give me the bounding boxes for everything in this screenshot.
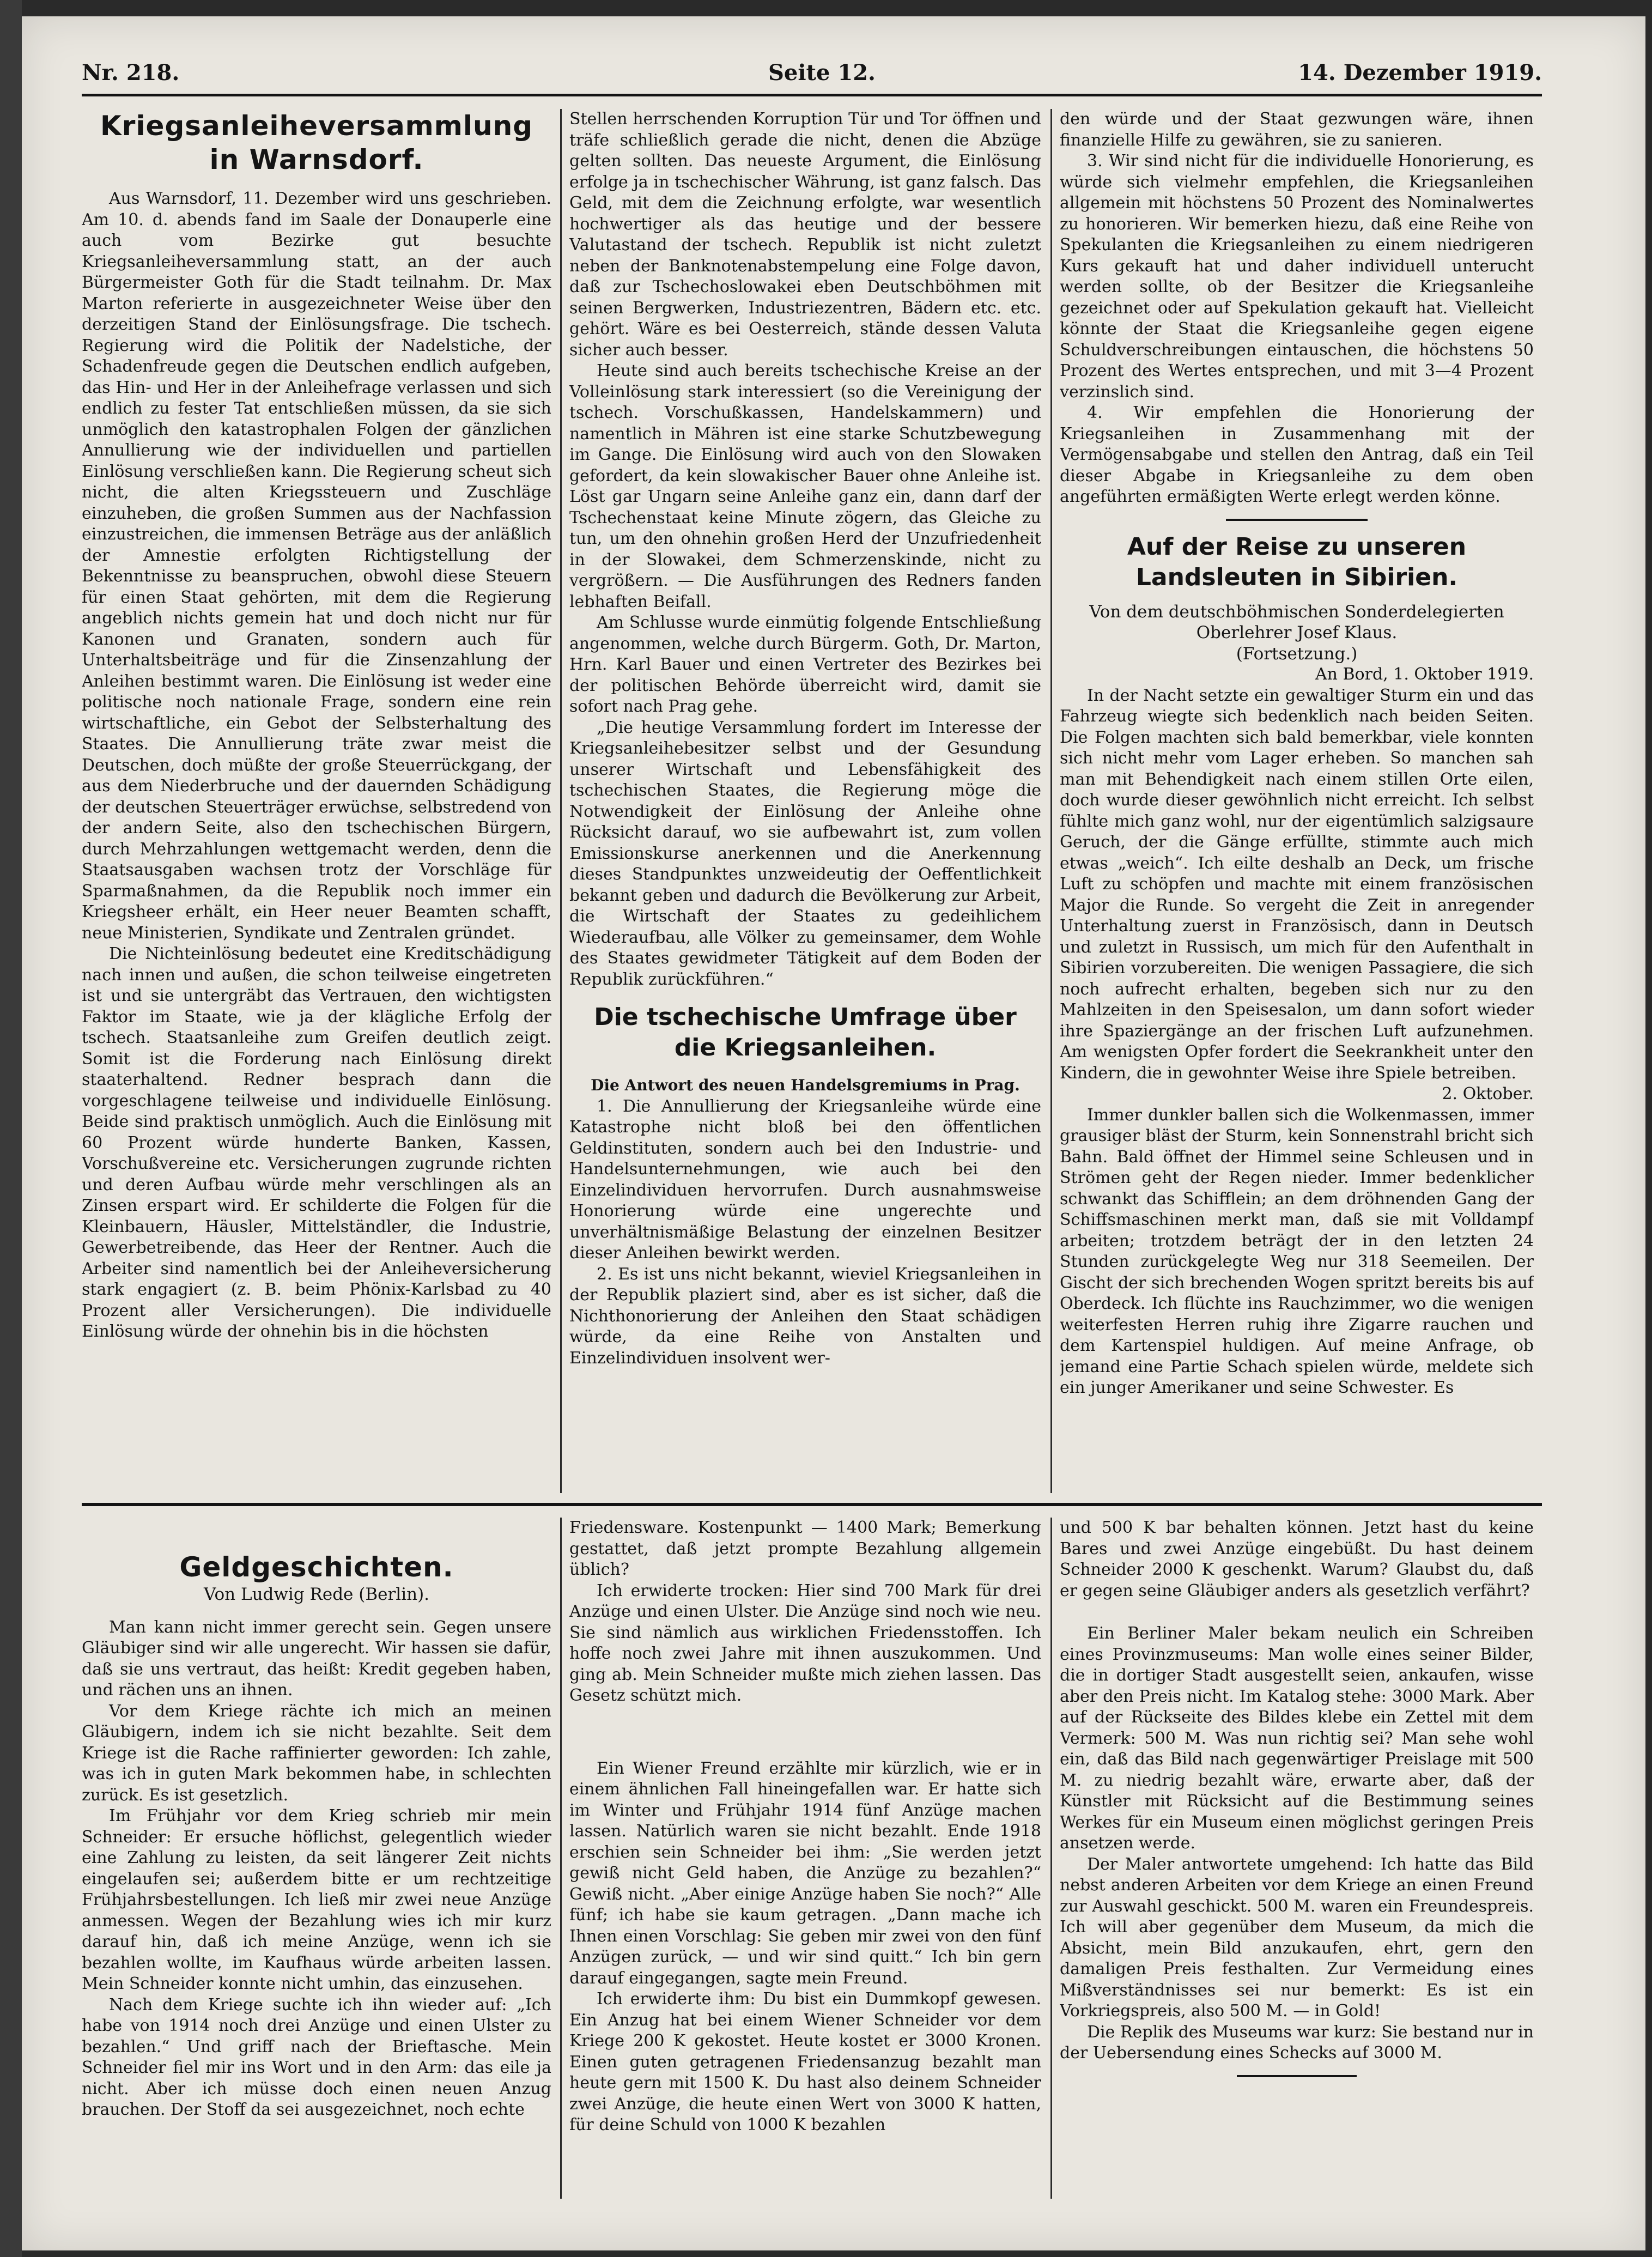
section-rule [1237, 2075, 1357, 2077]
column-rule [1050, 1518, 1052, 2199]
spacer [1060, 1601, 1534, 1623]
column-rule [1050, 109, 1052, 1493]
article-title-umfrage: Die tschechische Umfrage über die Kriegsanleihen. [594, 1003, 1017, 1061]
spacer [569, 1707, 1041, 1758]
issue-number: Nr. 218. [82, 60, 180, 86]
paragraph: Ich erwiderte trocken: Hier sind 700 Mark für drei Anzüge und einen Ulster. Die Anzüge sind noch wie neu. Sie sind nämlich aus wirklichen Friedensstoffen. Ich hoffe noch zwei Jahre mit ihnen auszukommen. Und ging ab. Mein Schneider mußte mich ziehen lassen. Das Gesetz schützt mich. [569, 1581, 1041, 1705]
section-divider [82, 1503, 1542, 1506]
paragraph: Im Frühjahr vor dem Krieg schrieb mir mein Schneider: Er ersuche höflichst, gelegentlich wieder eine Zahlung zu leisten, da seit längerer Zeit nichts eingelaufen sei; außerdem bitte er um rechtzeitige Frühjahrsbestellungen. Ich ließ mir zwei neue Anzüge anmessen. Wegen der Bezahlung wies ich mir kurz darauf hin, daß ich meine Anzüge, wenn ich sie bezahlen wollte, im Kaufhaus würde arbeiten lassen. Mein Schneider konnte nicht umhin, das einzusehen. [82, 1806, 551, 1993]
article-title-sibirien: Auf der Reise zu unseren Landsleuten in Sibirien. [1127, 532, 1467, 591]
page-number: Seite 12. [768, 60, 876, 86]
column-rule [560, 109, 562, 1493]
feuilleton-title: Geldgeschichten. [179, 1551, 454, 1583]
paragraph: Friedensware. Kostenpunkt — 1400 Mark; Bemerkung gestattet, daß jetzt prompte Bezahlung allgemein üblich? [569, 1518, 1041, 1579]
spacer [1060, 508, 1534, 519]
paragraph: Stellen herrschenden Korruption Tür und Tor öffnen und träfe schließlich gerade die nicht, denen die Abzüge gelten sollten. Das neueste Argument, die Einlösung erfolge ja in tschechischer Währung, ist ganz falsch. Das Geld, mit dem die Zeichnung erfolgte, war wesentlich hochwertiger als das heutige und der bessere Valutastand der tschech. Republik ist nicht zuletzt neben der Banknotenabstempelung eine Folge davon, daß zur Tschechoslowakei eben Deutschböhmen mit seinen Bergwerken, Industriezentren, Bädern etc. etc. gehört. Wäre es bei Oesterreich, stände dessen Valuta sicher auch besser. [569, 110, 1041, 360]
spacer [569, 1063, 1041, 1075]
header-rule [82, 94, 1542, 96]
article-title-warnsdorf: Kriegsanleiheversammlung in Warnsdorf. [100, 110, 533, 175]
spacer [1060, 2064, 1534, 2075]
paragraph: den würde und der Staat gezwungen wäre, ihnen finanzielle Hilfe zu gewähren, sie zu sanieren. [1060, 110, 1534, 150]
feuilleton-byline: Von Ludwig Rede (Berlin). [203, 1585, 430, 1604]
scan-edge [0, 0, 22, 2257]
paragraph: Aus Warnsdorf, 11. Dezember wird uns geschrieben. Am 10. d. abends fand im Saale der Donauperle eine auch vom Bezirke gut besuchte Kriegsanleiheversammlung statt, an der auch Bürgermeister Goth für die Stadt teilnahm. Dr. Max Marton referierte in ausgezeichneter Weise über den derzeitigen Stand der Einlösungsfrage. Die tschech. Regierung wird die Politik der Nadelstiche, der Schadenfreude gegen die Deutschen endlich aufgeben, das Hin- und Her in der Anleihefrage verlassen und sich endlich zu fester Tat entschließen müssen, da sie sich unmöglich den katastrophalen Folgen der gänzlichen Annullierung wie der individuellen und partiellen Einlösung verschließen kann. Die Regierung scheut sich nicht, die alten Kriegssteuern und Zuschläge einzuheben, die großen Summen aus der Nachfassion einzustreichen, die immensen Beträge aus der anläßlich der Amnestie erfolgten Richtigstellung der Bekenntnisse zu beanspruchen, obwohl diese Steuern für einen Staat gehörten, mit dem die Regierung angeblich nichts gemein hat und doch nicht nur für Kanonen und Granaten, sondern auch für Unterhaltsbeiträge und für die Zinsenzahlung der Anleihen bestimmt waren. Die Einlösung ist weder eine politische noch nationale Frage, sondern eine rein wirtschaftliche, ein Gebot der Selbsterhaltung des Staates. Die Annullierung träte zwar meist die Deutschen, doch müßte der große Steuerrückgang, der aus dem Niederbruche und der dauernden Schädigung der deutschen Steuerträger erwüchse, selbstredend von der andern Seite, also den tschechischen Bürgern, durch Mehrzahlungen wettgemacht werden, denn die Staatsausgaben wachsen trotz der Vorschläge für Sparmaßnahmen, da die Republik noch immer ein Kriegsheer erhält, ein Heer neuer Beamten schafft, neue Ministerien, Syndikate und Zentralen gründet. [82, 189, 551, 943]
paragraph: 1. Die Annullierung der Kriegsanleihe würde eine Katastrophe nicht bloß bei den öffentlichen Geldinstituten, sondern auch bei den Industrie- und Handelsunternehmungen, wie auch bei den Einzelindividuen hervorrufen. Durch ausnahmsweise Honorierung würde eine ungerechte und unverhältnismäßige Belastung der einzelnen Besitzer dieser Anleihen bewirkt werden. [569, 1096, 1041, 1263]
column-3 [1060, 109, 1534, 1493]
paragraph: Der Maler antwortete umgehend: Ich hatte das Bild nebst anderen Arbeiten vor dem Kriege an einen Freund zur Auswahl geschickt. 500 M. waren ein Freundespreis. Ich will aber gegenüber dem Museum, da mich die Absicht, mein Bild anzukaufen, ehrt, gern den damaligen Preis festhalten. Zur Vermeidung eines Mißverständnisses sei nur bemerkt: Es ist ein Vorkriegspreis, also 500 M. — in Gold! [1060, 1854, 1534, 2021]
paragraph: 3. Wir sind nicht für die individuelle Honorierung, es würde sich vielmehr empfehlen, die Kriegsanleihen allgemein mit höchstens 50 Prozent des Nominalwertes zu honorieren. Wir bemerken hiezu, daß eine Reihe von Spekulanten die Kriegsanleihen zu einem niedrigeren Kurs gekauft hat und daher individuell unterucht werden sollte, ob der Besitzer die Kriegsanleihe gezeichnet oder auf Spekulation gekauft hat. Vielleicht könnte der Staat die Kriegsanleihe gegen eigene Schuldverschreibungen eintauschen, die höchstens 50 Prozent des Wertes entsprechen, und mit 3—4 Prozent verzinslich sind. [1060, 151, 1534, 402]
paragraph: Vor dem Kriege rächte ich mich an meinen Gläubigern, indem ich sie nicht bezahlte. Seit dem Kriege ist die Rache raffinierter geworden: Ich zahle, was ich in guten Mark bekommen habe, in schlechten zurück. Es ist gesetzlich. [82, 1701, 551, 1805]
paragraph: Nach dem Kriege suchte ich ihn wieder auf: „Ich habe von 1914 noch drei Anzüge und einen Ulster zu bezahlen.“ Und griff nach der Brieftasche. Mein Schneider fiel mir ins Wort und in den Arm: das eile ja nicht. Aber ich müsse doch einen neuen Anzug brauchen. Der Stoff da sei ausgezeichnet, noch echte [82, 1995, 551, 2119]
column-1 [82, 109, 551, 1493]
feuilleton-column-3 [1060, 1518, 1534, 2199]
paragraph: Man kann nicht immer gerecht sein. Gegen unsere Gläubiger sind wir alle ungerecht. Wir hassen sie dafür, daß sie uns vertraut, das heißt: Kredit gegeben haben, und rächen uns an ihnen. [82, 1617, 551, 1700]
paragraph: 4. Wir empfehlen die Honorierung der Kriegsanleihen in Zusammenhang mit der Vermögensabgabe und stellen den Antrag, daß ein Teil dieser Abgabe in Kriegsanleihe zu dem oben angeführten ermäßigten Werte erlegt werden könne. [1060, 403, 1534, 506]
paragraph: Heute sind auch bereits tschechische Kreise an der Volleinlösung stark interessiert (so die Vereinigung der tschech. Vorschußkassen, Handelskammern) und namentlich in Mähren ist eine starke Schutzbewegung im Gange. Die Einlösung wird auch von den Slowaken gefordert, da kein slowakischer Bauer ohne Anleihe ist. Löst gar Ungarn seine Anleihe ganz ein, dann darf der Tschechenstaat keine Minute zögern, das Gleiche zu tun, um den ohnehin großen Herd der Unzufriedenheit in der Slowakei, dem Schmerzenskinde, nicht zu vergrößern. — Die Ausführungen des Redners fanden lebhaften Beifall. [569, 361, 1041, 611]
page-header [82, 60, 1542, 93]
section-rule [1226, 519, 1368, 521]
column-2 [569, 109, 1041, 1493]
column-rule [560, 1518, 562, 2199]
paragraph: Die Nichteinlösung bedeutet eine Kreditschädigung nach innen und außen, die schon teilweise eingetreten ist und sie untergräbt das Vertrauen, den wichtigsten Faktor im Staate, wie ja der klägliche Erfolg der tschech. Staatsanleihe zum Greifen deutlich zeigt. Somit ist die Forderung nach Einlösung direkt staaterhaltend. Redner besprach dann die vorgeschlagene teilweise und individuelle Einlösung. Beide sind praktisch unmöglich. Auch die Einlösung mit 60 Prozent würde hunderte Banken, Kassen, Vorschußvereine etc. Versicherungen zugrunde richten und deren Aufbau würde mehr verschlingen als an Zinsen erspart wird. Er schilderte die Folgen für die Kleinbauern, Häusler, Mittelständler, die Industrie, Gewerbetreibende, das Heer der Rentner. Auch die Arbeiter sind namentlich bei der Anleiheversicherung stark engagiert (z. B. beim Phönix-Karlsbad zu 40 Prozent aller Versicherungen). Die individuelle Einlösung würde der ohnehin bis in die höchsten [82, 944, 551, 1341]
dateline: 2. Oktober. [1442, 1084, 1534, 1103]
article-byline: Von dem deutschböhmischen Sonderdelegierten Oberlehrer Josef Klaus. [1089, 602, 1504, 642]
dateline: An Bord, 1. Oktober 1919. [1315, 665, 1534, 684]
article-subtitle: Die Antwort des neuen Handelsgremiums in Prag. [591, 1076, 1020, 1094]
continuation-note: (Fortsetzung.) [1236, 644, 1358, 664]
paragraph: Die Replik des Museums war kurz: Sie bestand nur in der Uebersendung eines Schecks auf 3000 M. [1060, 2022, 1534, 2062]
spacer [82, 177, 551, 189]
spacer [1060, 593, 1534, 602]
issue-date: 14. Dezember 1919. [1298, 60, 1542, 86]
paragraph: Am Schlusse wurde einmütig folgende Entschließung angenommen, welche durch Bürgerm. Goth, Dr. Marton, Hrn. Karl Bauer und einen Vertreter des Bezirkes bei der politischen Behörde überreicht wird, damit sie sofort nach Prag gehe. [569, 613, 1041, 716]
paragraph: Ein Wiener Freund erzählte mir kürzlich, wie er in einem ähnlichen Fall hineingefallen war. Er hatte sich im Winter und Frühjahr 1914 fünf Anzüge machen lassen. Natürlich waren sie nicht bezahlt. Ende 1918 erschien sein Schneider bei ihm: „Sie werden jetzt gewiß nicht Geld haben, die Anzüge zu bezahlen?“ Gewiß nicht. „Aber einige Anzüge haben Sie noch?“ Alle fünf; ich habe sie kaum getragen. „Dann mache ich Ihnen einen Vorschlag: Sie geben mir zwei von den fünf Anzügen zurück, — und wir sind quitt.“ Ich bin gern darauf eingegangen, sagte mein Freund. [569, 1758, 1041, 1988]
spacer [82, 1605, 551, 1617]
paragraph: „Die heutige Versammlung fordert im Interesse der Kriegsanleihebesitzer selbst und der Gesundung unserer Wirtschaft und Lebensfähigkeit des tschechischen Staates, die Regierung möge die Notwendigkeit der Einlösung der Anleihe ohne Rücksicht darauf, wo sie aufbewahrt ist, zum vollen Emissionskurse anerkennen und die Anerkennung dieses Standpunktes unzweideutig der Oeffentlichkeit bekannt geben und dadurch die Bevölkerung zur Arbeit, die Wirtschaft der Staates zu gedeihlichem Wiederaufbau, alle Völker zu gemeinsamer, dem Wohle des Staates gewidmeter Tätigkeit auf dem Boden der Republik zurückführen.“ [569, 718, 1041, 989]
paragraph: Immer dunkler ballen sich die Wolkenmassen, immer grausiger bläst der Sturm, kein Sonnenstrahl bricht sich Bahn. Bald öffnet der Himmel seine Schleusen und in Strömen geht der Regen nieder. Immer bedenklicher schwankt das Schifflein; an dem dröhnenden Gang der Schiffsmaschinen merkt man, daß sie mit Volldampf arbeiten; trotzdem beträgt der in den letzten 24 Stunden zurückgelegte Weg nur 318 Seemeilen. Der Gischt der sich brechenden Wogen spritzt bereits bis auf Oberdeck. Ich flüchte ins Rauchzimmer, wo die wenigen weiterfesten Herren ruhig ihre Zigarre rauchen und dem Kartenspiel huldigen. Auf meine Anfrage, ob jemand eine Partie Schach spielen würde, meldete sich ein junger Amerikaner und seine Schwester. Es [1060, 1105, 1534, 1397]
paragraph: In der Nacht setzte ein gewaltiger Sturm ein und das Fahrzeug wiegte sich bedenklich nach beiden Seiten. Die Folgen machten sich bald bemerkbar, viele konnten sich nicht mehr vom Lager erheben. So manchen sah man mit Behendigkeit nach einem stillen Orte eilen, doch wurde dieser gewöhnlich nicht erreicht. Ich selbst fühlte mich ganz wohl, nur der eigentümlich salzigsaure Geruch, der die Gänge erfüllte, stimmte auch mich etwas „weich“. Ich eilte deshalb an Deck, um frische Luft zu schöpfen und machte mit einem französischen Major die Runde. So vergeht die Zeit in anregender Unterhaltung zuerst in Französisch, dann in Deutsch und zuletzt in Russisch, um mich für den Aufenthalt in Sibirien vorzubereiten. Die wenigen Passagiere, die sich noch aufrecht erhalten, begeben sich nur zu den Mahlzeiten in den Speisesalon, um dann sofort wieder ihre Spaziergänge an der frischen Luft aufzunehmen. Am wenigsten Opfer fordert die Seekrankheit unter den Kindern, die in gewohnter Weise ihre Spiele betreiben. [1060, 685, 1534, 1083]
paragraph: Ich erwiderte ihm: Du bist ein Dummkopf gewesen. Ein Anzug hat bei einem Wiener Schneider vor dem Kriege 200 K gekostet. Heute kostet er 3000 Kronen. Einen guten getragenen Friedensanzug bezahlt man heute gern mit 1500 K. Du hast also deinem Schneider zwei Anzüge, die heute einen Wert von 3000 K hatten, für deine Schuld von 1000 K bezahlen [569, 1989, 1041, 2134]
paragraph: Ein Berliner Maler bekam neulich ein Schreiben eines Provinzmuseums: Man wolle eines seiner Bilder, die in dortiger Stadt ausgestellt seien, ankaufen, wisse aber den Preis nicht. Im Katalog stehe: 3000 Mark. Aber auf der Rückseite des Bildes klebe ein Zettel mit dem Vermerk: 500 M. Was nun richtig sei? Man sehe wohl ein, daß das Bild nach gegenwärtiger Preislage mit 500 M. zu niedrig bezahlt wäre, erwarte aber, daß der Künstler mit Rücksicht auf die Bestimmung seines Werkes für ein Museum einen möglichst geringen Preis ansetzen werde. [1060, 1624, 1534, 1853]
paragraph: und 500 K bar behalten können. Jetzt hast du keine Bares und zwei Anzüge eingebüßt. Du hast deinem Schneider 2000 K geschenkt. Warum? Glaubst du, daß er gegen seine Gläubiger anders als gesetzlich verfährt? [1060, 1518, 1534, 1600]
feuilleton-column-1 [82, 1518, 551, 2199]
spacer [82, 1518, 551, 1550]
spacer [569, 990, 1041, 1002]
feuilleton-column-2 [569, 1518, 1041, 2199]
spacer [1060, 521, 1534, 532]
paragraph: 2. Es ist uns nicht bekannt, wieviel Kriegsanleihen in der Republik plaziert sind, aber es ist sicher, daß die Nichthonorierung der Anleihen den Staat schädigen würde, da eine Reihe von Anstalten und Einzelindividuen insolvent wer- [569, 1264, 1041, 1368]
